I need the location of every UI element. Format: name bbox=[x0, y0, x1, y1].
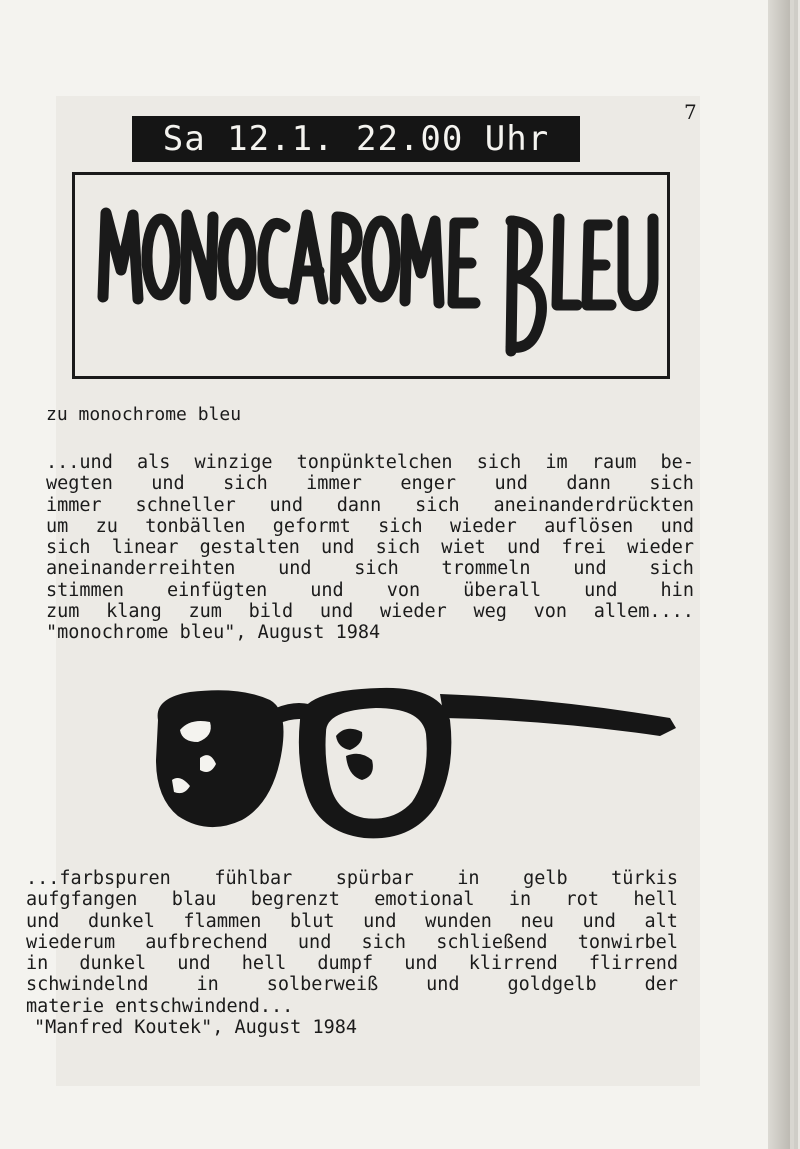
poem-line: und dunkel flammen blut und wunden neu und alt bbox=[26, 910, 678, 932]
section-heading: zu monochrome bleu bbox=[46, 404, 242, 425]
poem-last-line: materie entschwindend... bbox=[26, 995, 294, 1017]
poem-line: aneinanderreihten und sich trommeln und sich bbox=[46, 558, 694, 580]
poem-line: wegten und sich immer enger und dann sich bbox=[46, 473, 694, 495]
page-edge bbox=[768, 0, 790, 1149]
poem-line: in dunkel und hell dumpf und klirrend flirrend bbox=[26, 953, 678, 975]
poem-line: ...und als winzige tonpünktelchen sich im raum be- bbox=[46, 452, 694, 473]
poem-line: schwindelnd in solberweiß und goldgelb der bbox=[26, 974, 678, 996]
poem-line: wiederum aufbrechend und sich schließend tonwirbel bbox=[26, 931, 678, 953]
poem-line: um zu tonbällen geformt sich wieder auflösen und bbox=[46, 515, 694, 537]
poem-line: stimmen einfügten und von überall und hin bbox=[46, 579, 694, 601]
band-logo bbox=[75, 175, 667, 376]
poem-line: zum klang zum bild und wieder weg von allem.... bbox=[46, 601, 694, 623]
page-number: 7 bbox=[684, 100, 697, 124]
poem-attribution: "monochrome bleu", August 1984 bbox=[46, 622, 381, 644]
poem-line: immer schneller und dann sich aneinanderdrückten bbox=[46, 494, 694, 516]
band-logo-box bbox=[72, 172, 670, 379]
poem-attribution: "Manfred Koutek", August 1984 bbox=[34, 1017, 358, 1039]
sunglasses-drawing-icon bbox=[150, 680, 680, 850]
poem-manfred-koutek bbox=[26, 868, 678, 1038]
poem-line: sich linear gestalten und sich wiet und frei wieder bbox=[46, 537, 694, 559]
poem-line: ...farbspuren fühlbar spürbar in gelb türkis bbox=[26, 868, 678, 889]
poem-monochrome-bleu bbox=[46, 452, 694, 644]
poem-line: aufgfangen blau begrenzt emotional in rot hell bbox=[26, 889, 678, 911]
event-date-banner: Sa 12.1. 22.00 Uhr bbox=[132, 116, 580, 162]
